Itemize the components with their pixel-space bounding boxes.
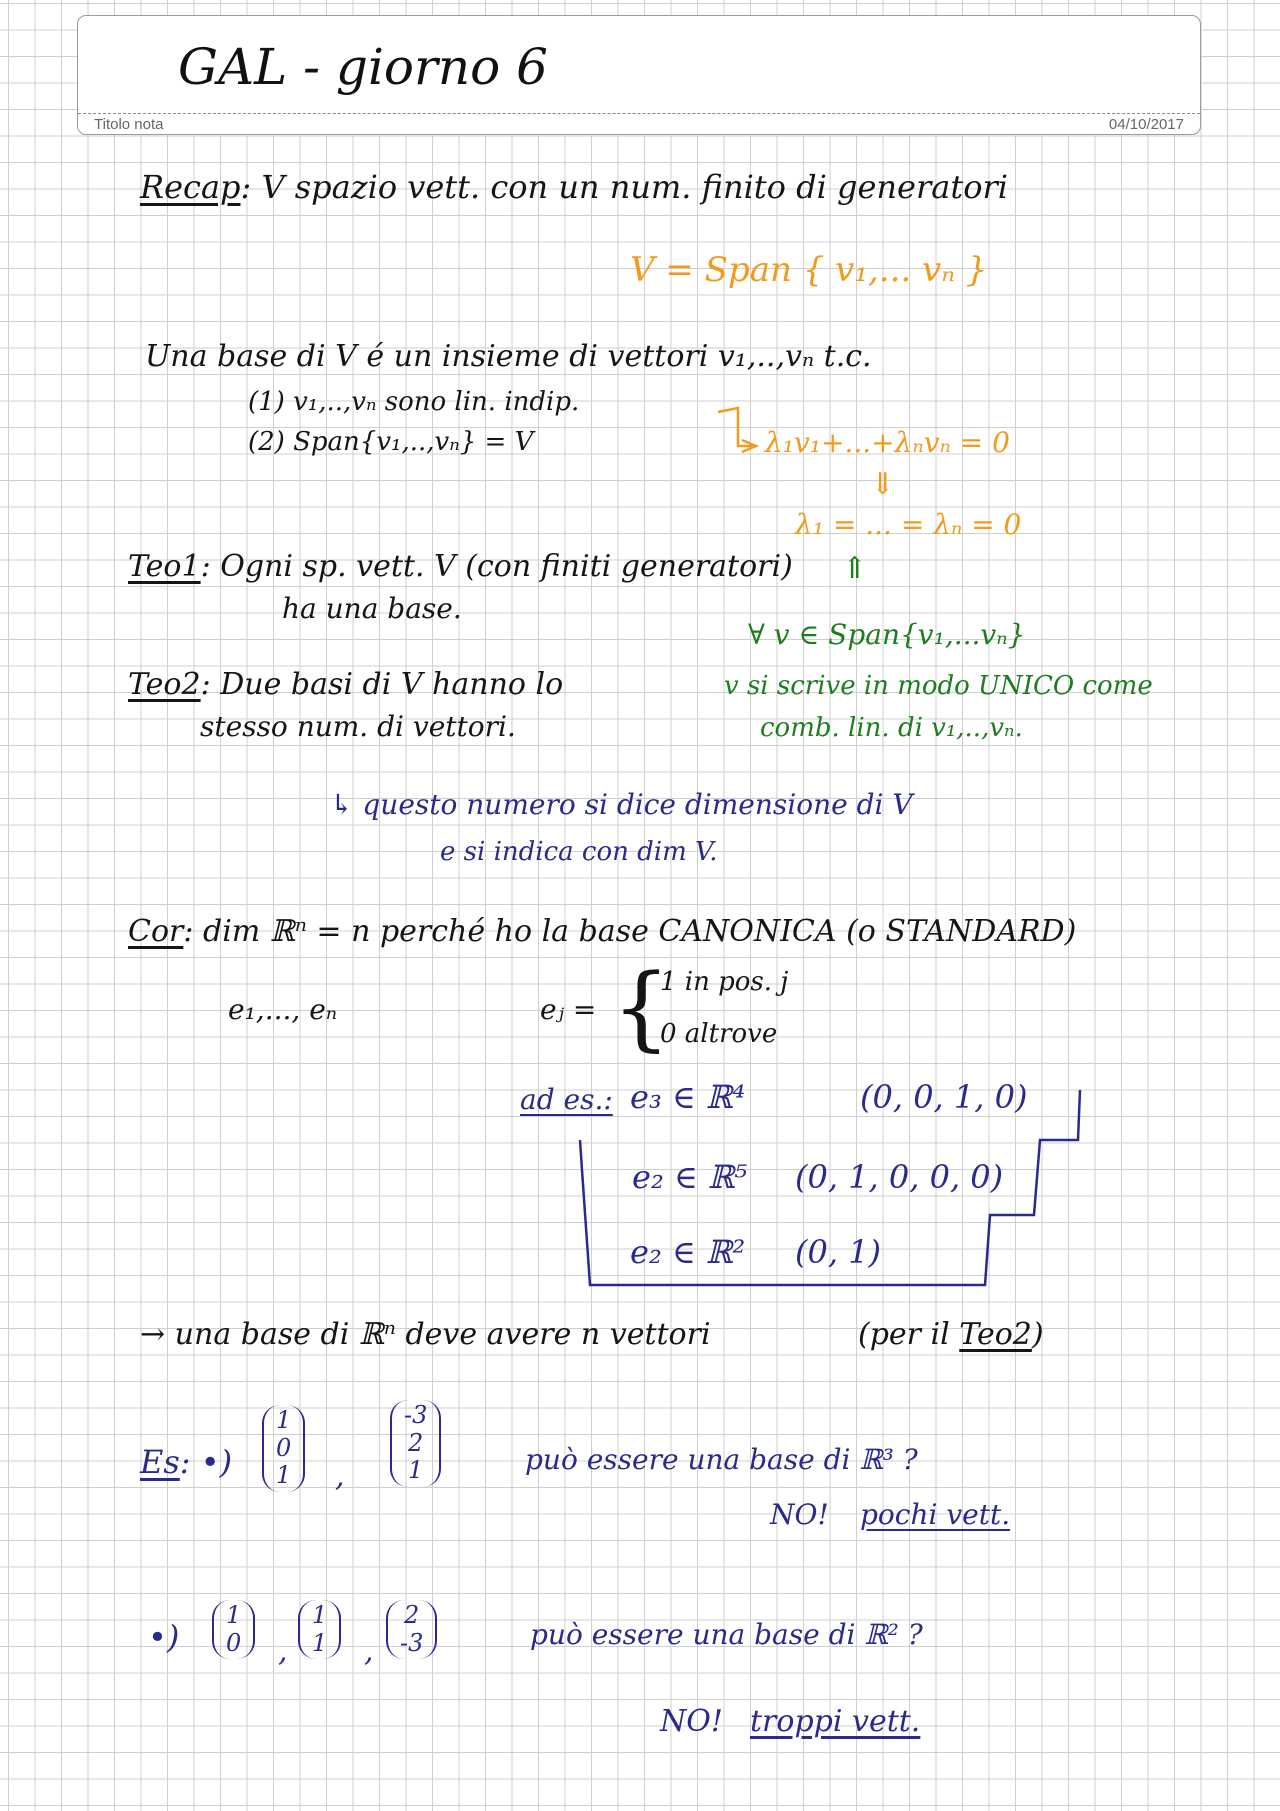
implication-sum: λ₁v₁+...+λₙvₙ = 0: [765, 426, 1010, 459]
comma: ,: [278, 1634, 288, 1669]
orange-bracket: [718, 408, 752, 446]
example-coords: (0, 0, 1, 0): [860, 1078, 1028, 1116]
dimension-line2: e si indica con dim V.: [440, 837, 718, 867]
ej-case-zero: 0 altrove: [660, 1019, 778, 1049]
examples-label: ad es.:: [520, 1083, 613, 1116]
question-r2: può essere una base di ℝ² ?: [530, 1618, 923, 1651]
answer-no: NO!: [660, 1704, 723, 1739]
teo1-line: [128, 550, 793, 583]
recap-label: Recap: [140, 168, 241, 206]
example-coords: (0, 1, 0, 0, 0): [795, 1158, 1004, 1196]
note-date: 04/10/2017: [1108, 116, 1184, 133]
consequence-text: → una base di ℝⁿ deve avere n vettori: [140, 1317, 711, 1352]
vector-1-0-1: [262, 1405, 305, 1492]
note-header: [77, 15, 1201, 135]
cor-line: [128, 915, 1076, 948]
recap-span: V = Span { v₁,... vₙ }: [630, 250, 988, 290]
recap-line: [140, 170, 1008, 205]
cor-text: : dim ℝⁿ = n perché ho la base CANONICA (o STANDARD): [183, 914, 1077, 949]
example-vector: e₂ ∈ ℝ⁵: [632, 1158, 748, 1196]
vector-1-0: [212, 1600, 255, 1659]
note-title-label: Titolo nota: [94, 116, 164, 133]
teo2-line2: stesso num. di vettori.: [200, 710, 516, 743]
canonical-basis: e₁,..., eₙ: [228, 993, 338, 1026]
recap-text: : V spazio vett. con un num. finito di generatori: [240, 168, 1008, 206]
unique-span: ∀ v ∈ Span{v₁,...vₙ}: [748, 618, 1026, 651]
note-title: GAL - giorno 6: [178, 38, 548, 96]
unique-text: v si scrive in modo UNICO come: [724, 671, 1153, 701]
teo1-label: Teo1: [128, 549, 201, 584]
comma: ,: [364, 1634, 374, 1669]
teo1-line2: ha una base.: [282, 592, 462, 625]
answer-reason: pochi vett.: [860, 1498, 1011, 1531]
ej-case-one: 1 in pos. j: [660, 967, 789, 997]
teo2-line: [128, 668, 563, 701]
vector-entry: 2: [404, 1601, 420, 1629]
vector-minus3-2-1: [390, 1400, 441, 1487]
unique-comb: comb. lin. di v₁,..,vₙ.: [760, 713, 1023, 743]
vector-entry: 1: [312, 1628, 328, 1657]
vector-entry: -3: [400, 1628, 424, 1657]
vector-entry: 1: [276, 1461, 292, 1490]
vector-entry: 1: [226, 1601, 242, 1629]
reference-prefix: (per il: [858, 1317, 960, 1352]
dimension-line1: ↳ questo numero si dice dimensione di V: [330, 788, 913, 821]
ej-brace: {: [612, 954, 671, 1061]
answer-reason: troppi vett.: [750, 1704, 921, 1739]
es-line: [140, 1445, 232, 1480]
teo1-text: : Ogni sp. vett. V (con finiti generatori): [200, 549, 793, 584]
implication-zero: λ₁ = ... = λₙ = 0: [795, 508, 1022, 541]
ej-definition-lhs: eⱼ =: [540, 993, 597, 1026]
es-bullet-2: •): [148, 1618, 180, 1656]
question-r3: può essere una base di ℝ³ ?: [525, 1443, 918, 1476]
vector-entry: 1: [276, 1406, 292, 1434]
consequence-line: [140, 1318, 711, 1351]
implication-down-arrow: ⇓: [870, 467, 896, 502]
orange-arrow-head: [742, 440, 756, 452]
answer-no: NO!: [770, 1498, 829, 1531]
vector-entry: -3: [404, 1401, 428, 1429]
vector-entry: 0: [276, 1433, 292, 1462]
base-def-cond1: (1) v₁,..,vₙ sono lin. indip.: [248, 387, 580, 417]
vector-2-minus3: [386, 1600, 437, 1659]
header-divider: [78, 113, 1200, 114]
es-bullet: : •): [179, 1443, 233, 1481]
vector-entry: 2: [408, 1428, 424, 1457]
example-vector: e₂ ∈ ℝ²: [630, 1233, 746, 1271]
implication-up-arrow: ⇑: [842, 551, 868, 586]
reference-suffix: ): [1031, 1317, 1044, 1352]
cor-label: Cor: [128, 914, 184, 949]
es-label: Es: [140, 1443, 180, 1481]
vector-entry: 0: [226, 1628, 242, 1657]
base-def-cond2: (2) Span{v₁,..,vₙ} = V: [248, 427, 534, 457]
comma: ,: [335, 1459, 345, 1494]
vector-entry: 1: [312, 1601, 328, 1629]
base-def-line: Una base di V é un insieme di vettori v₁,..,vₙ t.c.: [145, 339, 872, 374]
teo2-text: : Due basi di V hanno lo: [200, 667, 564, 702]
example-vector: e₃ ∈ ℝ⁴: [630, 1078, 746, 1116]
teo2-label: Teo2: [128, 667, 201, 702]
example-coords: (0, 1): [795, 1233, 882, 1271]
vector-entry: 1: [408, 1456, 424, 1485]
vector-1-1: [298, 1600, 341, 1659]
consequence-reference: [858, 1318, 1044, 1351]
reference-teo2: Teo2: [959, 1317, 1032, 1352]
